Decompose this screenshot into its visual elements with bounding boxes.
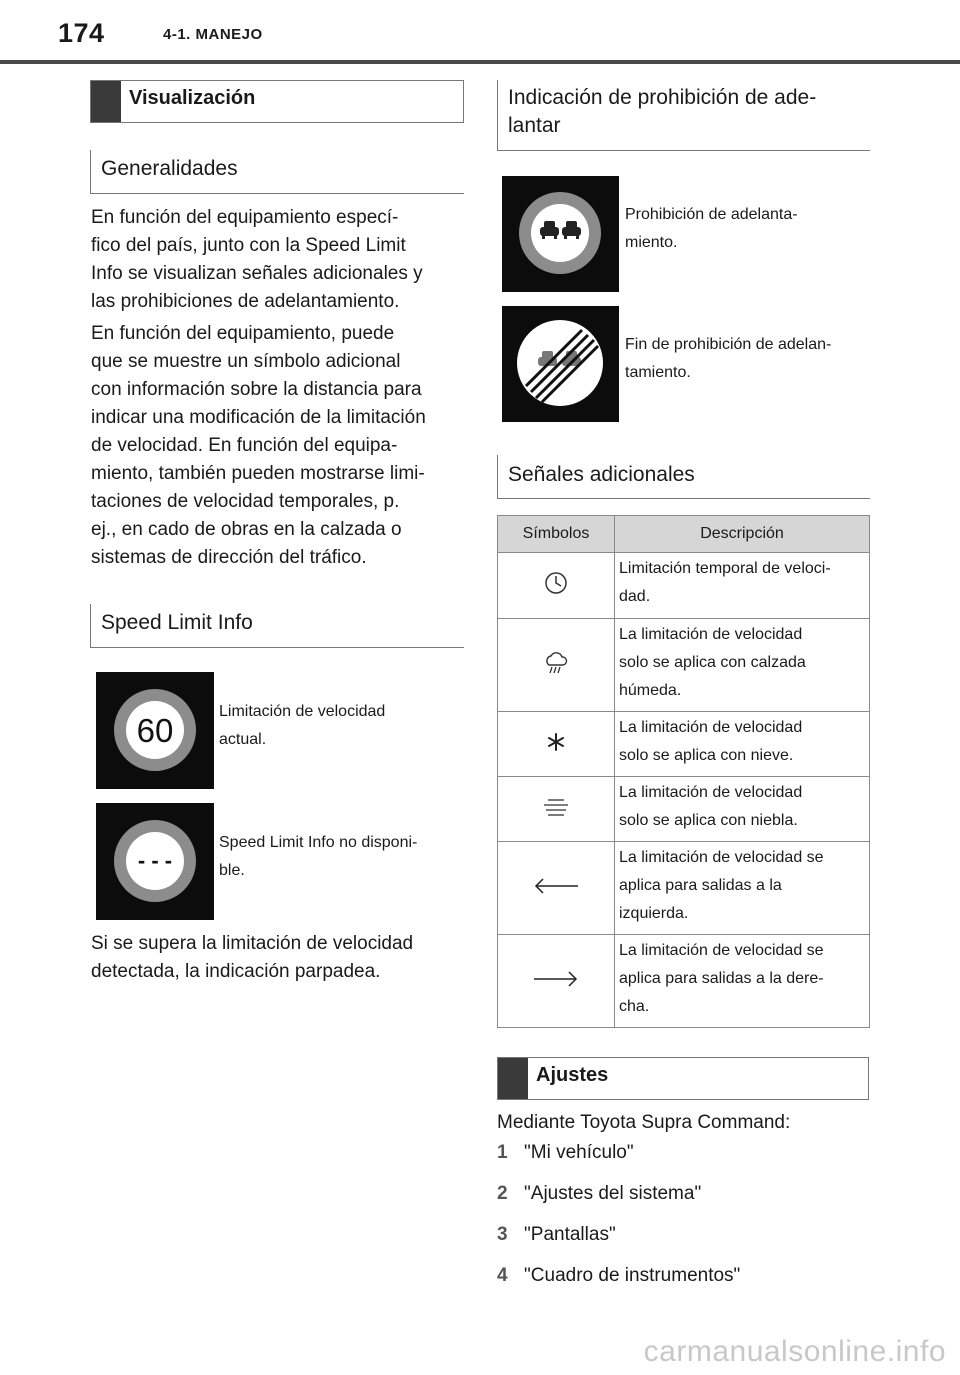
text-line: con información sobre la distancia para	[91, 379, 422, 400]
ajustes-step	[497, 1265, 740, 1287]
text-line: miento, también pueden mostrarse limi-	[91, 463, 425, 484]
generalidades-heading	[90, 150, 464, 194]
senales-heading	[497, 455, 870, 499]
no-overtaking-caption	[625, 201, 870, 257]
text-line: aplica para salidas a la dere-	[619, 970, 824, 987]
symbol-cell	[498, 935, 615, 1028]
generalidades-paragraph-1	[91, 204, 463, 316]
chapter-title: 4-1. MANEJO	[163, 26, 263, 43]
text-line: fico del país, junto con la Speed Limit	[91, 235, 406, 256]
table-header-row	[498, 516, 870, 553]
no-overtaking-icon	[502, 176, 619, 292]
generalidades-paragraph-2	[91, 320, 463, 572]
clock-icon	[543, 570, 569, 596]
speed-limit-unavailable-value: - - -	[137, 848, 173, 873]
step-label: "Cuadro de instrumentos"	[524, 1265, 741, 1286]
symbol-cell	[498, 553, 615, 619]
watermark: carmanualsonline.info	[643, 1335, 946, 1368]
step-number: 4	[497, 1265, 508, 1286]
speed-limit-unavailable-sign	[96, 803, 214, 920]
step-number: 3	[497, 1224, 508, 1245]
text-line: ble.	[219, 862, 245, 879]
ajustes-heading	[497, 1057, 869, 1100]
sign-60-caption	[219, 698, 459, 754]
visualizacion-heading-text: Visualización	[129, 87, 256, 109]
step-number: 2	[497, 1183, 508, 1204]
text-line: La limitación de velocidad	[619, 784, 803, 801]
text-line: Si se supera la limitación de velocidad	[91, 933, 414, 954]
text-line: La limitación de velocidad	[619, 719, 803, 736]
fog-icon	[542, 795, 570, 819]
table-row	[498, 842, 870, 935]
text-line: La limitación de velocidad	[619, 626, 803, 643]
arrow-right-icon	[532, 969, 580, 989]
text-line: Prohibición de adelanta-	[625, 206, 798, 223]
generalidades-heading-text: Generalidades	[101, 157, 238, 180]
text-line: ej., en cado de obras en la calzada o	[91, 519, 402, 540]
text-line: detectada, la indicación parpadea.	[91, 961, 381, 982]
adelantar-heading	[497, 80, 870, 151]
text-line: Fin de prohibición de adelan-	[625, 336, 832, 353]
text-line: solo se aplica con niebla.	[619, 812, 798, 829]
table-row	[498, 553, 870, 619]
senales-heading-text: Señales adicionales	[508, 463, 695, 486]
col-description-header: Descripción	[615, 516, 870, 553]
text-line: aplica para salidas a la	[619, 877, 782, 894]
text-line: de velocidad. En función del equipa-	[91, 435, 398, 456]
text-line: En función del equipamiento, puede	[91, 323, 395, 344]
sign-unavailable-caption	[219, 829, 459, 885]
adelantar-heading-text	[508, 84, 816, 140]
page-number: 174	[58, 18, 105, 48]
text-line: que se muestre un símbolo adicional	[91, 351, 401, 372]
text-line: solo se aplica con nieve.	[619, 747, 794, 764]
description-cell	[615, 619, 870, 712]
end-no-overtaking-sign	[502, 306, 619, 422]
speed-limit-circle-icon	[96, 803, 214, 920]
text-line: taciones de velocidad temporales, p.	[91, 491, 400, 512]
symbol-cell	[498, 712, 615, 777]
rain-cloud-icon	[542, 649, 570, 677]
text-line: las prohibiciones de adelantamiento.	[91, 291, 400, 312]
ajustes-step	[497, 1224, 616, 1246]
symbol-cell	[498, 619, 615, 712]
table-row	[498, 619, 870, 712]
snowflake-icon	[544, 730, 568, 754]
speed-limit-info-heading-text: Speed Limit Info	[101, 611, 253, 634]
ajustes-heading-text: Ajustes	[536, 1064, 609, 1086]
header-rule	[0, 60, 960, 64]
text-line: La limitación de velocidad se	[619, 942, 824, 959]
text-line: Limitación de velocidad	[219, 703, 386, 720]
text-line: lantar	[508, 114, 561, 137]
no-overtaking-sign	[502, 176, 619, 292]
end-no-overtaking-caption	[625, 331, 870, 387]
text-line: actual.	[219, 731, 267, 748]
table-row	[498, 935, 870, 1028]
speed-limit-info-heading	[90, 604, 464, 648]
text-line: cha.	[619, 998, 650, 1015]
text-line: En función del equipamiento especí-	[91, 207, 399, 228]
description-cell	[615, 553, 870, 619]
text-line: Indicación de prohibición de ade-	[508, 86, 817, 109]
visualizacion-heading	[90, 80, 464, 123]
description-cell	[615, 842, 870, 935]
symbol-cell	[498, 777, 615, 842]
speed-limit-value: 60	[136, 712, 174, 749]
text-line: Speed Limit Info no disponi-	[219, 834, 418, 851]
speed-limit-note	[91, 930, 463, 986]
text-line: húmeda.	[619, 682, 682, 699]
text-line: dad.	[619, 588, 651, 605]
table-row	[498, 712, 870, 777]
text-line: Limitación temporal de veloci-	[619, 560, 831, 577]
arrow-left-icon	[532, 876, 580, 896]
table-row	[498, 777, 870, 842]
text-line: Info se visualizan señales adicionales y	[91, 263, 423, 284]
text-line: La limitación de velocidad se	[619, 849, 824, 866]
ajustes-step	[497, 1183, 701, 1205]
symbol-cell	[498, 842, 615, 935]
description-cell	[615, 777, 870, 842]
text-line: tamiento.	[625, 364, 691, 381]
text-line: izquierda.	[619, 905, 689, 922]
speed-limit-60-sign	[96, 672, 214, 789]
speed-limit-circle-icon	[96, 672, 214, 789]
col-symbols-header: Símbolos	[498, 516, 615, 553]
text-line: miento.	[625, 234, 678, 251]
step-label: "Ajustes del sistema"	[524, 1183, 702, 1204]
ajustes-step	[497, 1142, 634, 1164]
heading-tab	[91, 81, 121, 122]
heading-tab	[498, 1058, 528, 1099]
step-label: "Mi vehículo"	[524, 1142, 634, 1163]
description-cell	[615, 712, 870, 777]
text-line: indicar una modificación de la limitación	[91, 407, 426, 428]
ajustes-intro: Mediante Toyota Supra Command:	[497, 1112, 791, 1133]
description-cell	[615, 935, 870, 1028]
text-line: sistemas de dirección del tráfico.	[91, 547, 367, 568]
text-line: solo se aplica con calzada	[619, 654, 806, 671]
step-label: "Pantallas"	[524, 1224, 616, 1245]
step-number: 1	[497, 1142, 508, 1163]
end-no-overtaking-icon	[502, 306, 619, 422]
additional-signs-table	[497, 515, 870, 1028]
